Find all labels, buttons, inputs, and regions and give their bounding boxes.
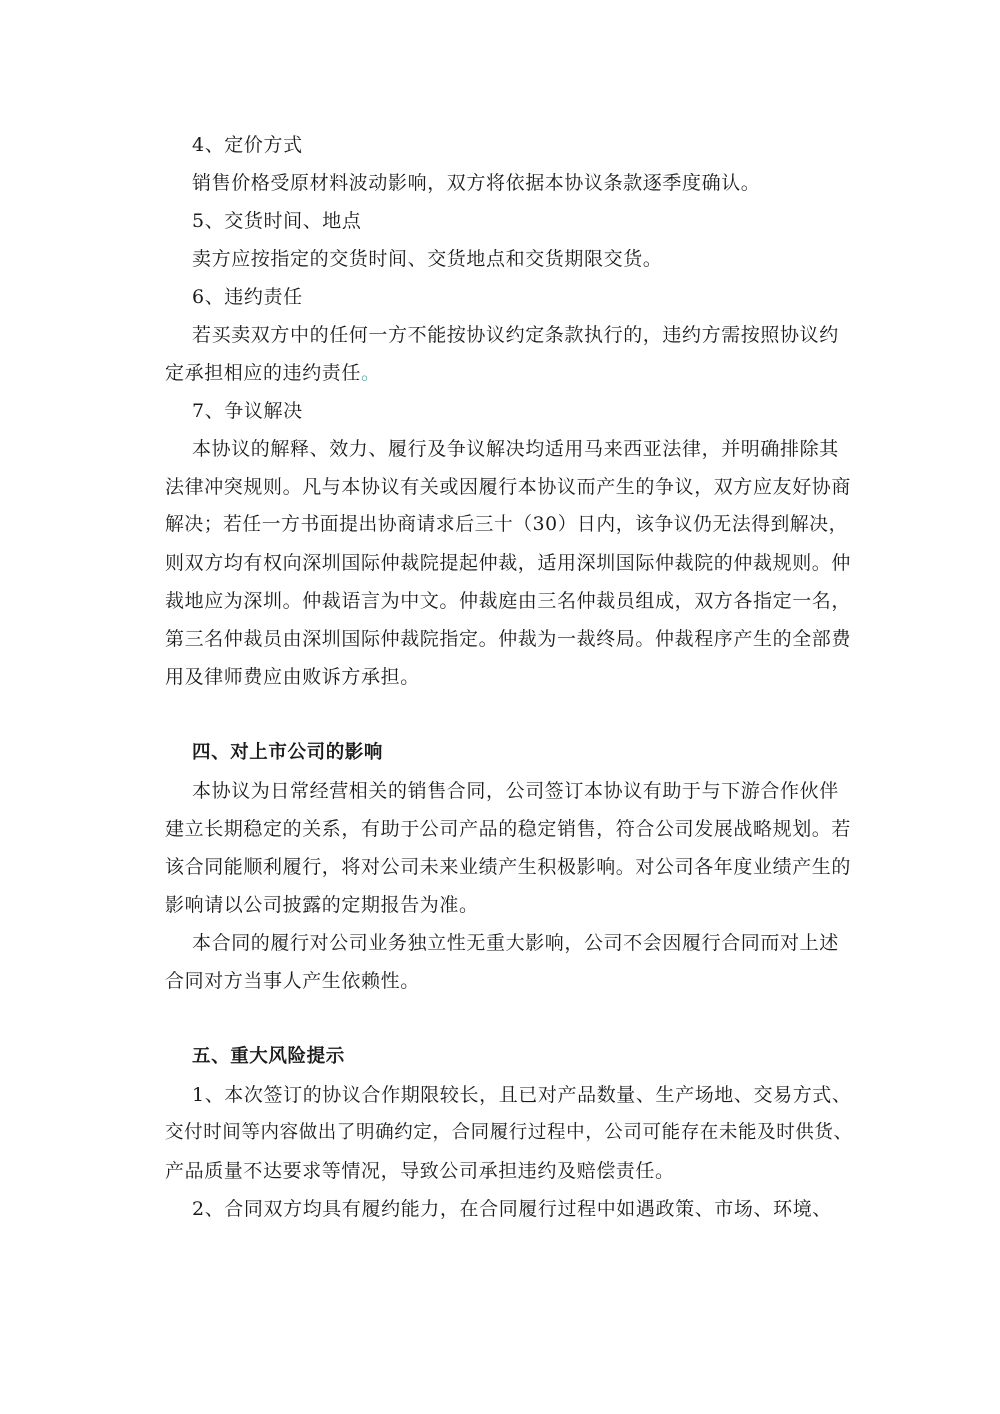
section-4-para-1-line-2: 建立长期稳定的关系，有助于公司产品的稳定销售，符合公司发展战略规划。若 (165, 818, 852, 840)
item-6-period: 。 (361, 362, 381, 384)
section-5-para-1-line-2: 交付时间等内容做出了明确约定，合同履行过程中，公司可能存在未能及时供货、 (165, 1122, 853, 1143)
item-7-text-line-3: 解决；若任一方书面提出协商请求后三十（30）日内，该争议仍无法得到解决， (165, 514, 848, 535)
item-4-text: 销售价格受原材料波动影响，双方将依据本协议条款逐季度确认。 (192, 172, 761, 194)
item-7-text-line-1: 本协议的解释、效力、履行及争议解决均适用马来西亚法律，并明确排除其 (192, 438, 839, 460)
section-spacer (165, 1000, 855, 1038)
section-4-para-1-line-1: 本协议为日常经营相关的销售合同，公司签订本协议有助于与下游合作伙伴 (192, 780, 839, 802)
item-4-heading: 4、定价方式 (192, 134, 303, 156)
section-4-para-2-line-2: 合同对方当事人产生依赖性。 (165, 970, 420, 992)
section-4-title: 四、对上市公司的影响 (192, 742, 384, 763)
section-5-para-1-line-1: 1、本次签订的协议合作期限较长，且已对产品数量、生产场地、交易方式、 (192, 1084, 852, 1106)
item-7-text-line-2: 法律冲突规则。凡与本协议有关或因履行本协议而产生的争议，双方应友好协商 (165, 476, 852, 498)
item-6-text-line-2-body: 定承担相应的违约责任 (165, 362, 362, 384)
item-6-text-line-1: 若买卖双方中的任何一方不能按协议约定条款执行的，违约方需按照协议约 (192, 324, 839, 346)
section-4-para-1-line-4: 影响请以公司披露的定期报告为准。 (165, 894, 479, 916)
item-7-text-line-6: 第三名仲裁员由深圳国际仲裁院指定。仲裁为一裁终局。仲裁程序产生的全部费 (165, 628, 852, 650)
item-5-heading: 5、交货时间、地点 (192, 210, 362, 232)
item-5-text: 卖方应按指定的交货时间、交货地点和交货期限交货。 (192, 248, 663, 270)
section-4-para-2-line-1: 本合同的履行对公司业务独立性无重大影响，公司不会因履行合同而对上述 (192, 932, 839, 954)
item-7-heading: 7、争议解决 (192, 400, 303, 422)
item-7-text-line-4: 则双方均有权向深圳国际仲裁院提起仲裁，适用深圳国际仲裁院的仲裁规则。仲 (165, 552, 852, 574)
section-spacer (165, 696, 855, 734)
section-5-para-2-line-1: 2、合同双方均具有履约能力，在合同履行过程中如遇政策、市场、环境、 (192, 1198, 832, 1220)
section-4-para-1-line-3: 该合同能顺利履行，将对公司未来业绩产生积极影响。对公司各年度业绩产生的 (165, 856, 852, 878)
document-body (165, 126, 855, 1228)
item-7-text-line-5: 裁地应为深圳。仲裁语言为中文。仲裁庭由三名仲裁员组成，双方各指定一名， (165, 590, 852, 612)
item-6-text-line-2 (165, 354, 855, 392)
item-7-text-line-7: 用及律师费应由败诉方承担。 (165, 666, 420, 688)
section-5-para-1-line-3: 产品质量不达要求等情况，导致公司承担违约及赔偿责任。 (165, 1160, 675, 1182)
section-5-title: 五、重大风险提示 (192, 1046, 345, 1067)
item-6-heading: 6、违约责任 (192, 286, 303, 308)
